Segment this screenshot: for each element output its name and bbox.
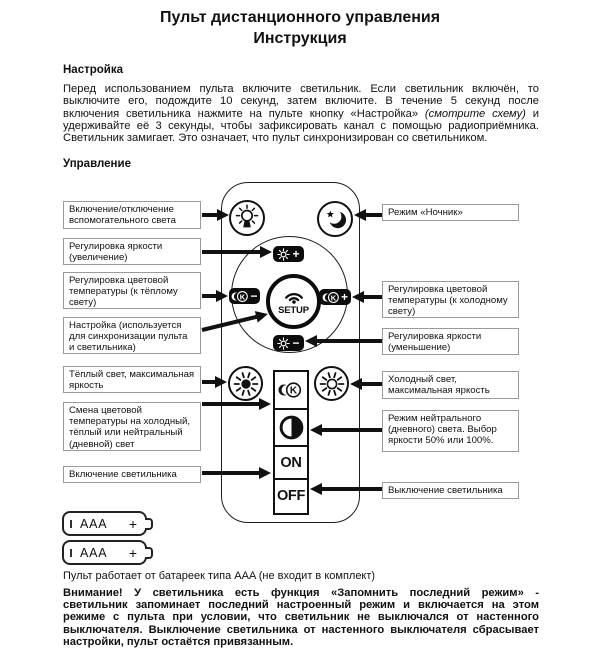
color-temperature-icon (322, 291, 339, 304)
on-button: ON (275, 447, 307, 480)
callout-on: Включение светильника (63, 466, 201, 483)
battery-type-label: AAA (80, 545, 108, 560)
battery-type-label: AAA (80, 516, 108, 531)
color-temperature-icon (278, 381, 304, 399)
svg-text:K: K (289, 385, 298, 397)
cold-sun-icon (317, 369, 347, 399)
brightness-up-button (273, 246, 304, 262)
battery-plus-label: + (128, 515, 137, 532)
star-and-crescent-icon (320, 204, 350, 234)
callout-color-mode: Смена цветовой температуры на холодный, тёплый или нейтральный (дневной) свет (63, 402, 201, 451)
aux-light-button (229, 200, 265, 236)
battery-plus-label: + (128, 544, 137, 561)
sun-icon (277, 337, 290, 350)
kelvin-plus-button (319, 289, 351, 305)
warm-sun-icon (231, 369, 261, 399)
callout-off: Выключение светильника (382, 482, 519, 499)
battery-nub (145, 518, 153, 530)
callout-warm-light: Тёплый свет, максимальная яркость (63, 366, 201, 393)
callout-setup: Настройка (используется для синхронизации пульта и светильника) (63, 317, 201, 354)
battery-minus-terminal (70, 549, 72, 557)
setup-button (266, 274, 321, 329)
cold-light-button (314, 366, 349, 401)
battery-caption: Пульт работает от батареек типа AAA (не входит в комплект) (63, 570, 376, 582)
setup-paragraph-part2: и удерживайте её 3 секунды, чтобы зафиксировать канал с помощью радиоприёмника. Светильник замигает. Это означает, что пульт синхронизирован со светильником. (63, 107, 539, 145)
page-title-line1: Пульт дистанционного управления (159, 9, 441, 26)
page-title-line2: Инструкция (253, 30, 347, 47)
callout-brightness-down: Регулировка яркости (уменьшение) (382, 328, 519, 355)
callout-aux-light: Включение/отключение вспомогательного света (63, 201, 201, 229)
callout-kelvin-warm: Регулировка цветовой температуры (к тёплому свету) (63, 272, 201, 309)
battery-icon (62, 511, 147, 536)
half-filled-circle-icon (278, 414, 305, 441)
callout-cold-light: Холодный свет, максимальная яркость (382, 371, 519, 399)
setup-section-heading: Настройка (63, 64, 123, 76)
svg-text:K: K (330, 292, 337, 302)
sun-icon (277, 248, 290, 261)
battery-icon (62, 540, 147, 565)
setup-paragraph-part1: Перед использованием пульта включите светильник. Если светильник включён, то выключите его, подождите 10 секунд, затем включите. В течение 5 секунд после включения светильника нажмите на пульте кнопку «Настройка» (63, 83, 539, 120)
callout-night-mode: Режим «Ночник» (382, 204, 519, 221)
plus-sign: + (340, 290, 348, 304)
color-temperature-icon (231, 290, 248, 303)
light-bulb-icon (232, 203, 262, 233)
setup-button-label: SETUP (278, 304, 309, 316)
warm-light-button (228, 366, 263, 401)
wifi-icon (283, 288, 305, 304)
setup-paragraph (63, 83, 539, 144)
battery-nub (145, 547, 153, 559)
svg-text:K: K (240, 291, 246, 301)
minus-sign: − (292, 336, 300, 350)
plus-sign: + (292, 247, 300, 261)
control-section-heading: Управление (63, 158, 131, 170)
callout-kelvin-cold: Регулировка цветовой температуры (к холодному свету) (382, 281, 519, 318)
callout-neutral-mode: Режим нейтрального (дневного) света. Выбор яркости 50% или 100%. (382, 410, 519, 452)
kelvin-minus-button (229, 288, 260, 304)
brightness-down-button (273, 335, 304, 351)
off-button: OFF (276, 487, 306, 504)
neutral-mode-button (275, 410, 307, 447)
night-mode-button (317, 201, 353, 237)
button-strip (273, 370, 309, 515)
kelvin-mode-button (275, 372, 307, 410)
callout-brightness-up: Регулировка яркости (увеличение) (63, 238, 201, 265)
minus-sign: − (250, 289, 258, 303)
battery-minus-terminal (70, 520, 72, 528)
setup-paragraph-italic: (смотрите схему) (424, 107, 526, 120)
warning-paragraph: Внимание! У светильника есть функция «Запомнить последний режим» - светильник запоминает последний настроенный режим и включается на этом режиме с пульта при условии, что светильник не выключался от настенного выключателя. Выключение светильника от настенного выключателя сбрасывает настройки, пульт остаётся привязанным. (63, 587, 539, 648)
page-title (0, 7, 600, 49)
